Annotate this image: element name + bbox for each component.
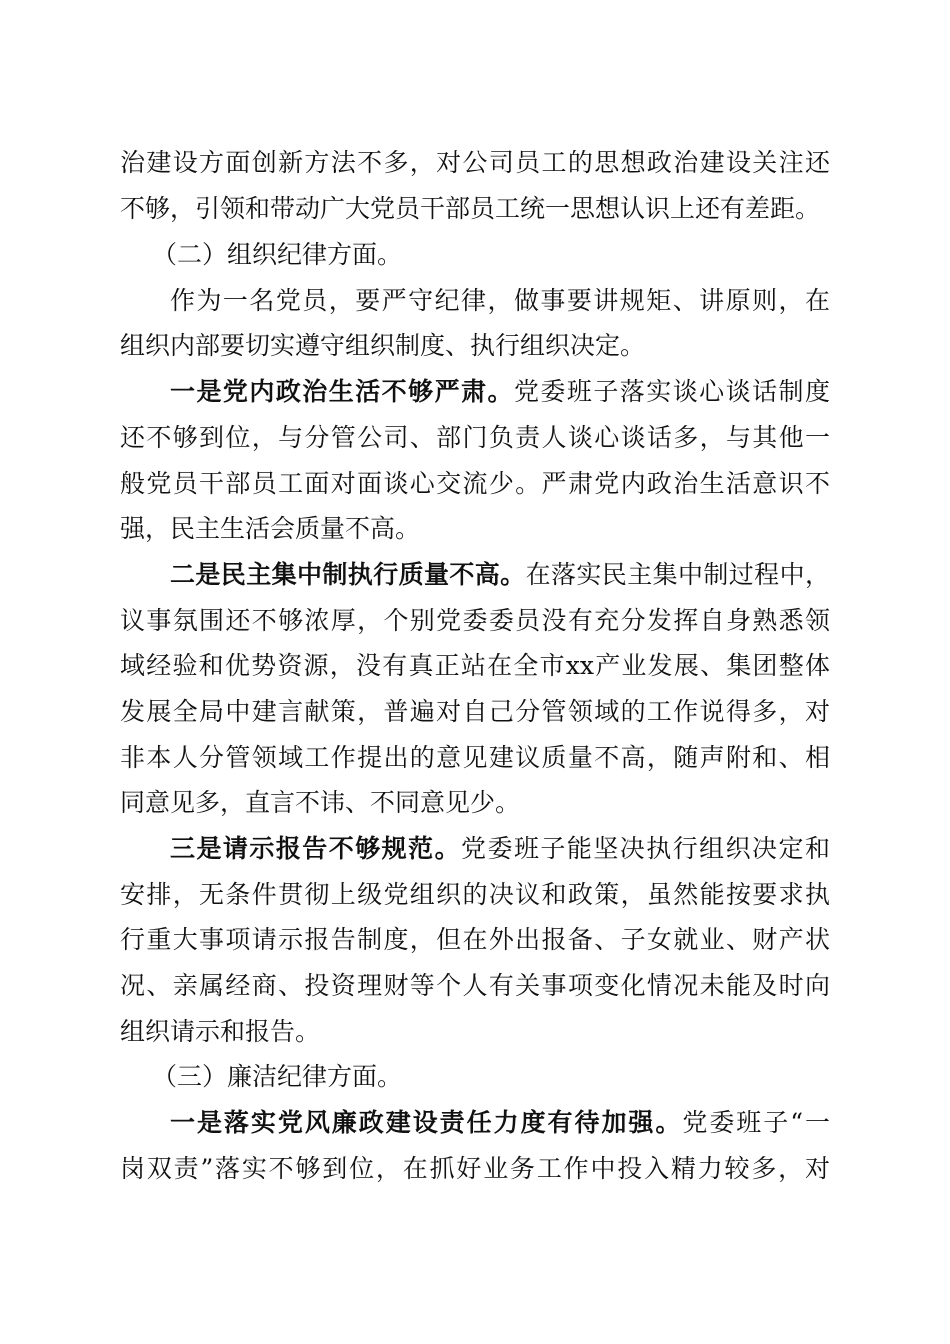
text-line: 作为一名党员，要严守纪律，做事要讲规矩、讲原则，在 <box>170 286 830 315</box>
text-line <box>170 1103 830 1143</box>
text-line: 岗双责”落实不够到位，在抓好业务工作中投入精力较多，对 <box>120 1154 830 1183</box>
text-line: 况、亲属经商、投资理财等个人有关事项变化情况未能及时向 <box>120 971 830 1000</box>
text-line <box>170 829 830 869</box>
line-rest: 党委班子能坚决执行组织决定和 <box>461 834 830 863</box>
bold-lead: 三是请示报告不够规范。 <box>170 834 462 863</box>
section-heading: （二）组织纪律方面。 <box>152 240 403 269</box>
text-line: 行重大事项请示报告制度，但在外出报备、子女就业、财产状 <box>120 925 830 954</box>
text-line: 非本人分管领域工作提出的意见建议质量不高，随声附和、相 <box>120 743 830 772</box>
bold-lead: 一是落实党风廉政建设责任力度有待加强。 <box>170 1108 683 1137</box>
line-rest: 在落实民主集中制过程中， <box>525 560 830 589</box>
text-line: 强，民主生活会质量不高。 <box>120 514 421 543</box>
bold-lead: 二是民主集中制执行质量不高。 <box>170 560 526 589</box>
text-line: 组织内部要切实遵守组织制度、执行组织决定。 <box>120 331 646 360</box>
section-heading: （三）廉洁纪律方面。 <box>152 1062 403 1091</box>
text-line: 安排，无条件贯彻上级党组织的决议和政策，虽然能按要求执 <box>120 880 830 909</box>
line-rest: 党委班子落实谈心谈话制度 <box>513 377 830 406</box>
text-line: 不够，引领和带动广大党员干部员工统一思想认识上还有差距。 <box>120 194 821 223</box>
text-line: 域经验和优势资源，没有真正站在全市xx产业发展、集团整体 <box>120 651 830 680</box>
text-line: 治建设方面创新方法不多，对公司员工的思想政治建设关注还 <box>120 148 830 177</box>
text-line <box>170 555 830 595</box>
text-line: 般党员干部员工面对面谈心交流少。严肃党内政治生活意识不 <box>120 469 830 498</box>
bold-lead: 一是党内政治生活不够严肃。 <box>170 377 514 406</box>
text-line: 同意见多，直言不讳、不同意见少。 <box>120 788 521 817</box>
text-line: 还不够到位，与分管公司、部门负责人谈心谈话多，与其他一 <box>120 423 830 452</box>
text-line <box>170 372 830 412</box>
text-line: 议事氛围还不够浓厚，个别党委委员没有充分发挥自身熟悉领 <box>120 606 830 635</box>
text-line: 组织请示和报告。 <box>120 1017 321 1046</box>
line-rest: 党委班子“一 <box>682 1108 830 1137</box>
text-line: 发展全局中建言献策，普遍对自己分管领域的工作说得多，对 <box>120 697 830 726</box>
